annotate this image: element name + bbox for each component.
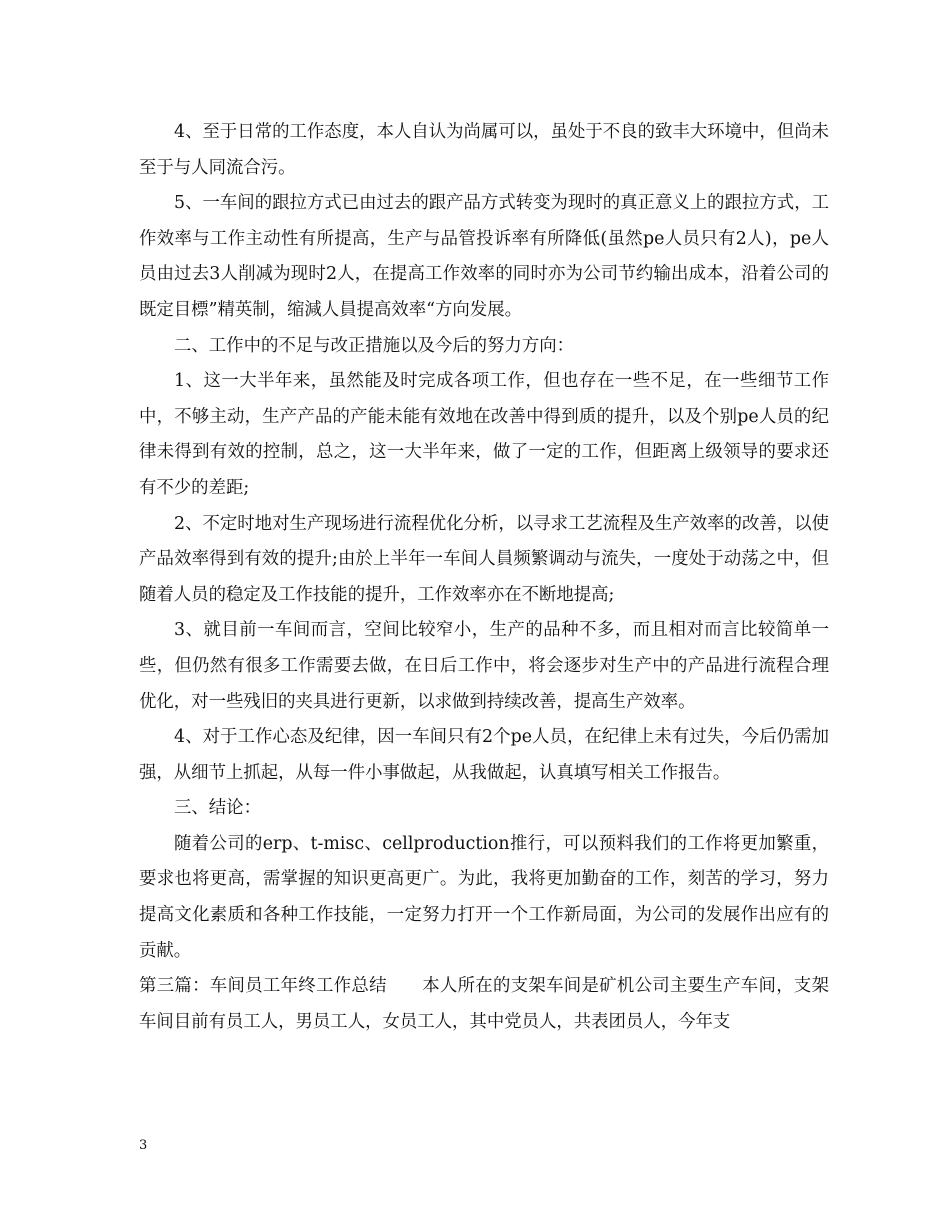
paragraph-conclusion: 随着公司的erp、t-misc、cellproduction推行，可以预料我们的工作将更加繁重，要求也将更高，需掌握的知识更高更广。为此，我将更加勤奋的工作，刻苦的学习，努力提高文化素质和各种工作技能，一定努力打开一个工作新局面，为公司的发展作出应有的贡献。 [139,833,829,961]
paragraph-attitude: 4、至于日常的工作态度，本人自认为尚属可以，虽处于不良的致丰大环境中，但尚未至于与人同流合污。 [139,122,829,178]
paragraph-shortcomings-4: 4、对于工作心态及纪律，因一车间只有2个pe人员，在纪律上未有过失，今后仍需加强，从细节上抓起，从每一件小事做起，从我做起，认真填写相关工作报告。 [139,727,829,783]
document-body [139,115,829,1040]
section-heading-conclusion: 三、结论： [174,798,261,819]
paragraph-shortcomings-1: 1、这一大半年来，虽然能及时完成各项工作，但也存在一些不足，在一些细节工作中，不够主动，生产产品的产能未能有效地在改善中得到质的提升，以及个别pe人员的纪律未得到有效的控制，总之，这一大半年来，做了一定的工作，但距离上级领导的要求还有不少的差距; [139,371,829,498]
paragraph-line-method: 5、一车间的跟拉方式已由过去的跟产品方式转变为现时的真正意义上的跟拉方式，工作效率与工作主动性有所提高，生产与品管投诉率有所降低(虽然pe人员只有2人)，pe人员由过去3人削减为现时2人，在提高工作效率的同时亦为公司节约输出成本，沿着公司的既定目標”精英制，缩減人員提高效率“方向发展。 [139,193,829,320]
paragraph-shortcomings-3: 3、就目前一车间而言，空间比较窄小，生产的品种不多，而且相对而言比较简单一些，但仍然有很多工作需要去做，在日后工作中，将会逐步对生产中的产品进行流程合理优化，对一些残旧的夹具进行更新，以求做到持续改善，提高生产效率。 [139,620,829,712]
paragraph-shortcomings-2: 2、不定时地对生产现场进行流程优化分析，以寻求工艺流程及生产效率的改善，以使产品效率得到有效的提升;由於上半年一车间人員频繁调动与流失，一度处于动荡之中，但随着人员的稳定及工作技能的提升，工作效率亦在不断地提高; [139,513,829,605]
page-number: 3 [139,1138,148,1153]
section-heading-shortcomings: 二、工作中的不足与改正措施以及今后的努力方向： [174,335,574,356]
paragraph-part-three: 第三篇：车间员工年终工作总结 本人所在的支架车间是矿机公司主要生产车间，支架车间目前有员工人，男员工人，女员工人，其中党员人，共表团员人，今年支 [139,976,829,1032]
